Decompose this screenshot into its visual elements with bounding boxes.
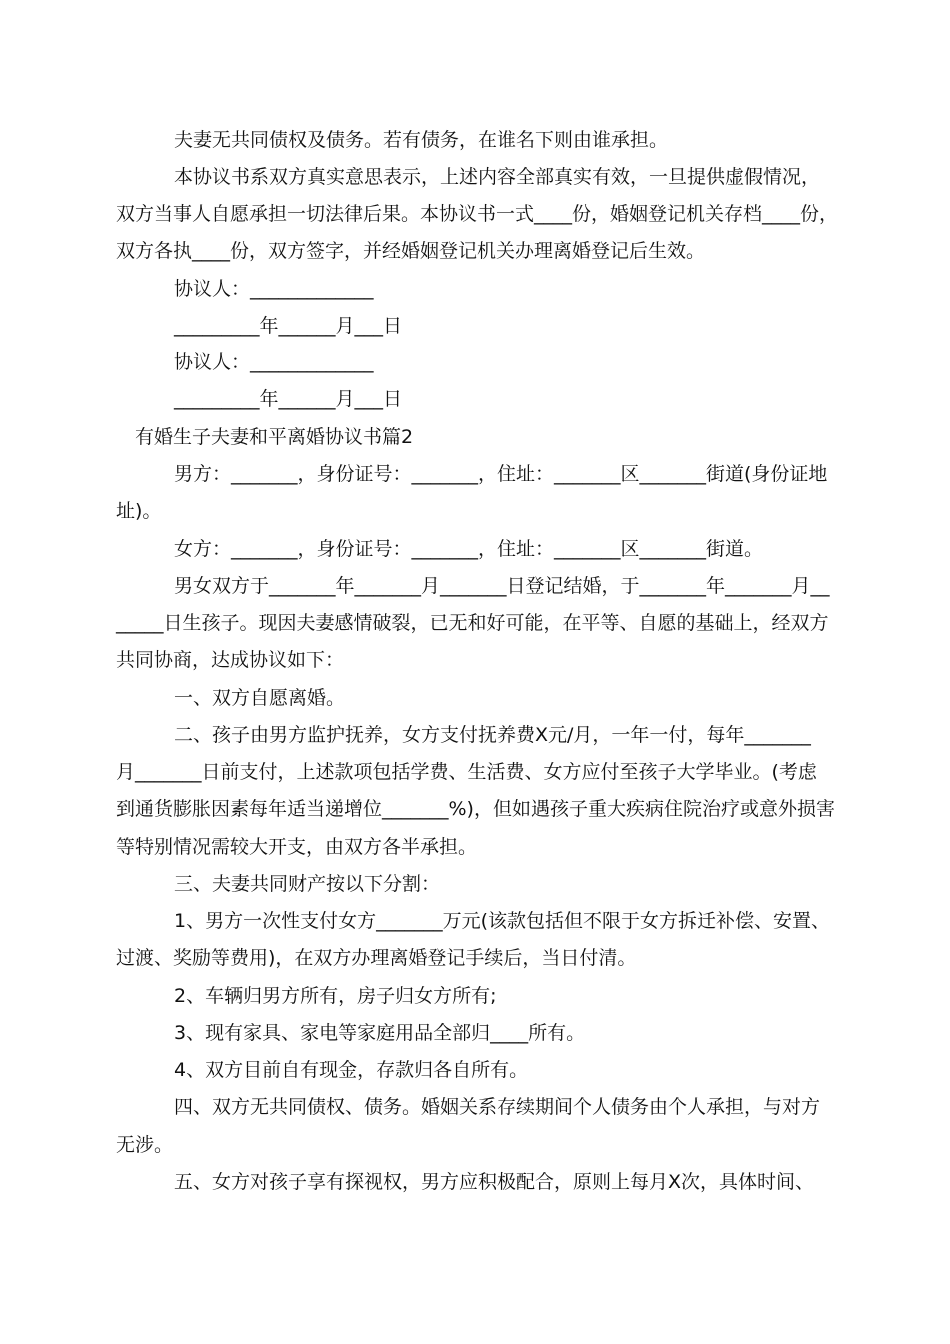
paragraph-line: 男女双方于_______年_______月_______日登记结婚，于_______年_______月__	[174, 575, 830, 597]
paragraph-line: 本协议书系双方真实意思表示，上述内容全部真实有效，一旦提供虚假情况，	[174, 166, 821, 188]
signature-line: 协议人：_____________	[174, 278, 374, 300]
paragraph-line: 三、夫妻共同财产按以下分割：	[174, 873, 441, 895]
paragraph-line: 无涉。	[116, 1134, 174, 1156]
paragraph-line: 五、女方对孩子享有探视权，男方应积极配合，原则上每月X次，具体时间、	[174, 1171, 815, 1193]
paragraph-line: 月_______日前支付，上述款项包括学费、生活费、女方应付至孩子大学毕业。(考虑	[116, 761, 817, 783]
date-line: _________年______月___日	[174, 388, 403, 410]
date-line: _________年______月___日	[174, 315, 403, 337]
paragraph-line: 2、车辆归男方所有，房子归女方所有;	[174, 985, 497, 1007]
paragraph-line: 4、双方目前自有现金，存款归各自所有。	[174, 1059, 529, 1081]
paragraph-line: 二、孩子由男方监护抚养，女方支付抚养费X元/月，一年一付，每年_______	[174, 724, 811, 746]
paragraph-line: 过渡、奖励等费用)，在双方办理离婚登记手续后，当日付清。	[116, 947, 637, 969]
paragraph-line: 女方：_______，身份证号：_______，住址：_______区_______街道。	[174, 538, 764, 560]
paragraph-line: 四、双方无共同债权、债务。婚姻关系存续期间个人债务由个人承担，与对方	[174, 1096, 821, 1118]
paragraph-line: 男方：_______，身份证号：_______，住址：_______区_______街道(身份证地	[174, 463, 828, 485]
paragraph-line: 3、现有家具、家电等家庭用品全部归____所有。	[174, 1022, 586, 1044]
paragraph-line: _____日生孩子。现因夫妻感情破裂，已无和好可能，在平等、自愿的基础上，经双方	[116, 612, 829, 634]
signature-line: 协议人：_____________	[174, 351, 374, 373]
paragraph-line: 等特别情况需较大开支，由双方各半承担。	[116, 836, 478, 858]
section-title: 有婚生子夫妻和平离婚协议书篇2	[135, 426, 414, 448]
paragraph-line: 双方当事人自愿承担一切法律后果。本协议书一式____份，婚姻登记机关存档____份，	[116, 203, 839, 225]
paragraph-line: 到通货膨胀因素每年适当递增位_______%)，但如遇孩子重大疾病住院治疗或意外损害	[116, 798, 835, 820]
paragraph-line: 1、男方一次性支付女方_______万元(该款包括但不限于女方拆迁补偿、安置、	[174, 910, 831, 932]
paragraph-line: 夫妻无共同债权及债务。若有债务，在谁名下则由谁承担。	[174, 129, 669, 151]
paragraph-line: 址)。	[116, 500, 162, 522]
paragraph-line: 一、双方自愿离婚。	[174, 687, 346, 709]
paragraph-line: 双方各执____份，双方签字，并经婚姻登记机关办理离婚登记后生效。	[116, 240, 706, 262]
paragraph-line: 共同协商，达成协议如下：	[116, 649, 345, 671]
